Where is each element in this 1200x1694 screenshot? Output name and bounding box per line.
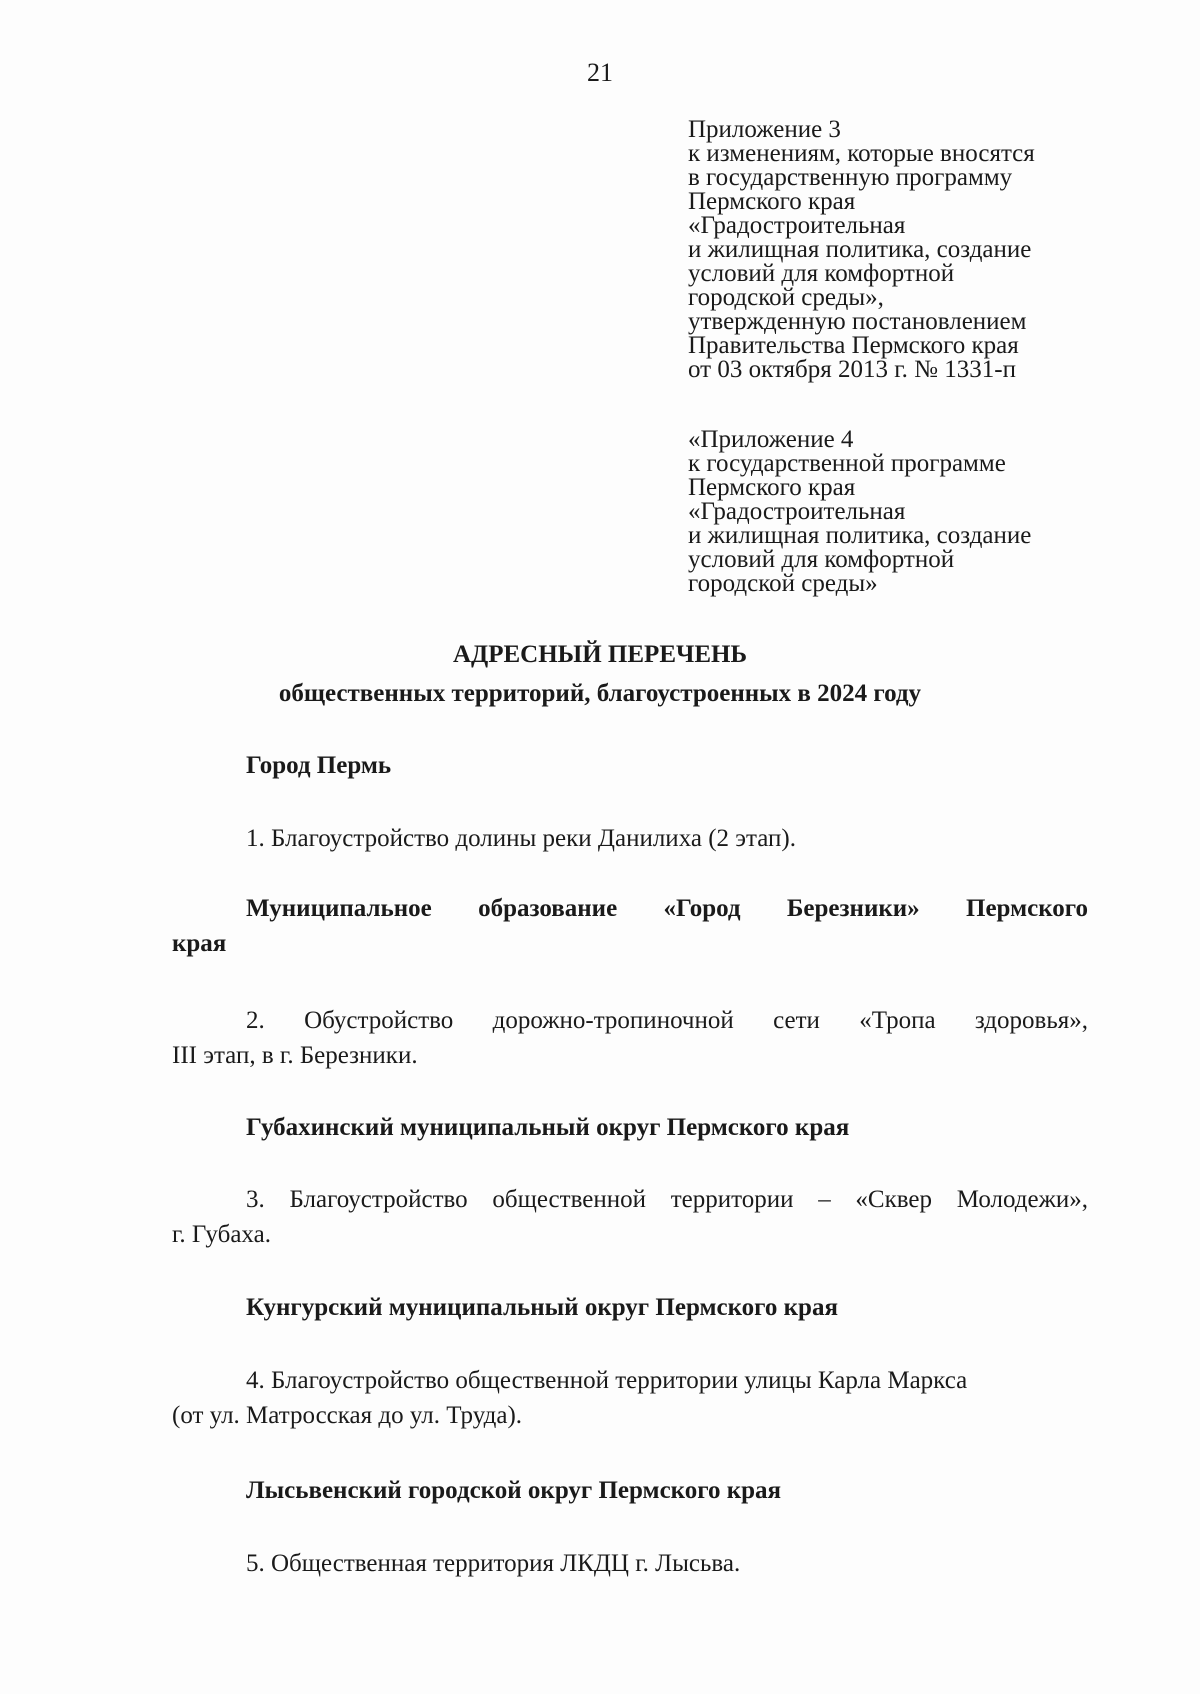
appendix-4-caption <box>688 428 1168 596</box>
list-item-3 <box>172 1182 1088 1252</box>
section-heading-berezniki <box>172 891 1088 961</box>
section-heading-line: Муниципальное образование «Город Березники» Пермского <box>246 895 1088 922</box>
appendix-3-line: городской среды», <box>688 284 884 311</box>
list-item-line: г. Губаха. <box>172 1221 271 1248</box>
appendix-4-line: городской среды» <box>688 570 878 597</box>
list-item-1: 1. Благоустройство долины реки Данилиха (2 этап). <box>246 825 796 852</box>
list-item-line: III этап, в г. Березники. <box>172 1042 418 1069</box>
document-title: АДРЕСНЫЙ ПЕРЕЧЕНЬ <box>452 641 747 668</box>
appendix-4-line: Пермского края <box>688 474 856 501</box>
appendix-3-line: Правительства Пермского края <box>688 332 1019 359</box>
list-item-4 <box>172 1363 1088 1433</box>
page-number: 21 <box>587 58 613 87</box>
appendix-3-line: к изменениям, которые вносятся <box>688 140 1035 167</box>
appendix-3-caption <box>688 118 1168 382</box>
section-heading-kungur: Кунгурский муниципальный округ Пермского края <box>246 1294 838 1321</box>
list-item-5: 5. Общественная территория ЛКДЦ г. Лысьва. <box>246 1550 741 1577</box>
appendix-4-line: «Приложение 4 <box>688 426 854 453</box>
list-item-line: (от ул. Матросская до ул. Труда). <box>172 1402 523 1429</box>
list-item-line: 3. Благоустройство общественной территории – «Сквер Молодежи», <box>246 1186 1088 1213</box>
list-item-line: 2. Обустройство дорожно-тропиночной сети «Тропа здоровья», <box>246 1007 1088 1034</box>
section-heading-perm: Город Пермь <box>246 752 392 779</box>
section-heading-line: края <box>172 930 227 957</box>
appendix-3-line: от 03 октября 2013 г. № 1331-п <box>688 356 1016 383</box>
appendix-3-line: Приложение 3 <box>688 116 841 143</box>
appendix-4-line: условий для комфортной <box>688 546 955 573</box>
appendix-3-line: условий для комфортной <box>688 260 955 287</box>
appendix-3-line: «Градостроительная <box>688 212 906 239</box>
list-item-2 <box>172 1003 1088 1073</box>
appendix-3-line: в государственную программу <box>688 164 1013 191</box>
appendix-4-line: и жилищная политика, создание <box>688 522 1032 549</box>
list-item-line: 4. Благоустройство общественной территории улицы Карла Маркса <box>246 1367 968 1394</box>
appendix-4-line: «Градостроительная <box>688 498 906 525</box>
section-heading-lysva: Лысьвенский городской округ Пермского края <box>246 1477 782 1504</box>
document-subtitle: общественных территорий, благоустроенных в 2024 году <box>278 680 922 707</box>
appendix-4-line: к государственной программе <box>688 450 1006 477</box>
appendix-3-line: утвержденную постановлением <box>688 308 1027 335</box>
appendix-3-line: и жилищная политика, создание <box>688 236 1032 263</box>
appendix-3-line: Пермского края <box>688 188 856 215</box>
section-heading-gubakha: Губахинский муниципальный округ Пермского края <box>246 1114 850 1141</box>
